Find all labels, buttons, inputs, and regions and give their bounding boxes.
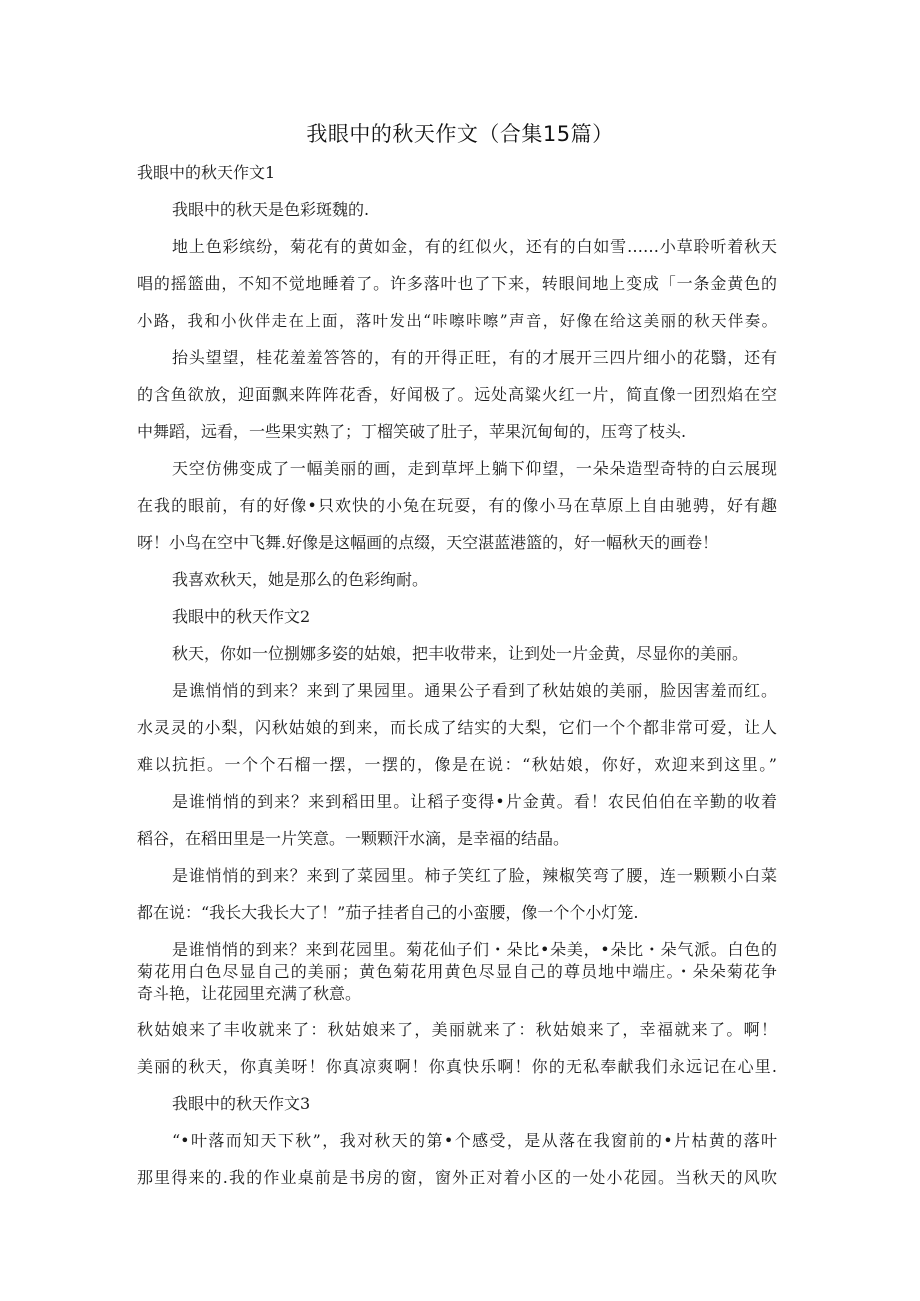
- paragraph-line: 我眼中的秋天是色彩斑魏的.: [172, 200, 370, 219]
- paragraph-line: 中舞蹈，远看，一些果实熟了；丁榴笑破了肚子，苹果沉甸甸的，压弯了枝头.: [137, 422, 687, 441]
- paragraph-line: 小路，我和小伙伴走在上面，落叶发出“咔嚓咔嚓”声音，好像在给这美丽的秋天伴奏。: [137, 312, 777, 330]
- paragraph-line: 菊花用白色尽显自己的美丽；黄色菊花用黄色尽显自己的尊员地中端庄。・朵朵菊花争: [137, 962, 777, 981]
- paragraph-line: 是谁悄悄的到来？来到花园里。菊花仙子们・朵比•朵美，•朵比・朵气派。白色的: [172, 940, 777, 959]
- document-title: 我眼中的秋天作文（合集15篇）: [306, 122, 614, 146]
- paragraph-line: 我喜欢秋天，她是那么的色彩绚耐。: [172, 570, 429, 589]
- essay-heading: 我眼中的秋天作文2: [172, 607, 311, 626]
- paragraph-line: 稻谷，在稻田里是一片笑意。一颗颗汗水滴，是幸福的结晶。: [137, 829, 570, 848]
- paragraph-line: 是谁悄悄的到来？来到了菜园里。柿子笑红了脸，辣椒笑弯了腰，连一颗颗小白菜: [172, 866, 777, 885]
- paragraph-line: 奇斗艳，让花园里充满了秋意。: [137, 984, 362, 1003]
- paragraph-line: 都在说：“我长大我长大了！”茄子挂者自己的小蛮腰，像一个个小灯笼.: [137, 903, 639, 922]
- paragraph-line: 呀！小鸟在空中飞舞.好像是这幅画的点缀，天空湛蓝港篮的，好一幅秋天的画卷！: [137, 533, 719, 552]
- paragraph-line: 是谁悄悄的到来？来到稻田里。让稻子变得•片金黄。看！农民伯伯在辛勤的收着: [172, 792, 777, 811]
- paragraph-line: 秋姑娘来了丰收就来了：秋姑娘来了，美丽就来了：秋姑娘来了，幸福就来了。啊！: [137, 1020, 777, 1039]
- essay-heading: 我眼中的秋天作文1: [137, 163, 276, 182]
- essay-heading: 我眼中的秋天作文3: [172, 1094, 311, 1113]
- paragraph-line: 美丽的秋天，你真美呀！你真凉爽啊！你真快乐啊！你的无私奉献我们永远记在心里.: [137, 1057, 777, 1076]
- paragraph-line: 唱的摇篮曲，不知不觉地睡着了。许多落叶也了下来，转眼间地上变成「一条金黄色的: [137, 274, 777, 293]
- paragraph-line: 难以抗拒。一个个石榴一摆，一摆的，像是在说：“秋姑娘，你好，欢迎来到这里。”: [137, 755, 777, 774]
- paragraph-line: 那里得来的.我的作业桌前是书房的窗，窗外正对着小区的一处小花园。当秋天的风吹: [137, 1168, 777, 1187]
- paragraph-line: 秋天，你如一位捌娜多姿的姑娘，把丰收带来，让到处一片金黄，尽显你的美丽。: [172, 644, 749, 663]
- paragraph-line: 抬头望望，桂花羞羞答答的，有的开得正旺，有的才展开三四片细小的花翳，还有: [172, 348, 777, 367]
- paragraph-line: “•叶落而知天下秋”，我对秋天的第•个感受，是从落在我窗前的•片枯黄的落叶: [172, 1131, 777, 1150]
- paragraph-line: 水灵灵的小梨，闪秋姑娘的到来，而长成了结实的大梨，它们一个个都非常可爱，让人: [137, 718, 777, 737]
- paragraph-line: 的含鱼欲放，迎面飘来阵阵花香，好闻极了。远处高粱火红一片，简直像一团烈焰在空: [137, 385, 777, 404]
- paragraph-line: 是谯悄悄的到来？来到了果园里。通果公子看到了秋姑娘的美丽，脸因害羞而红。: [172, 681, 777, 700]
- paragraph-line: 地上色彩缤纷，菊花有的黄如金，有的红似火，还有的白如雪……小草聆听着秋天: [172, 237, 777, 256]
- paragraph-line: 在我的眼前，有的好像•只欢快的小兔在玩耍，有的像小马在草原上自由驰骋，好有趣: [137, 496, 777, 515]
- paragraph-line: 天空仿佛变成了一幅美丽的画，走到草坪上躺下仰望，一朵朵造型奇特的白云展现: [172, 459, 777, 478]
